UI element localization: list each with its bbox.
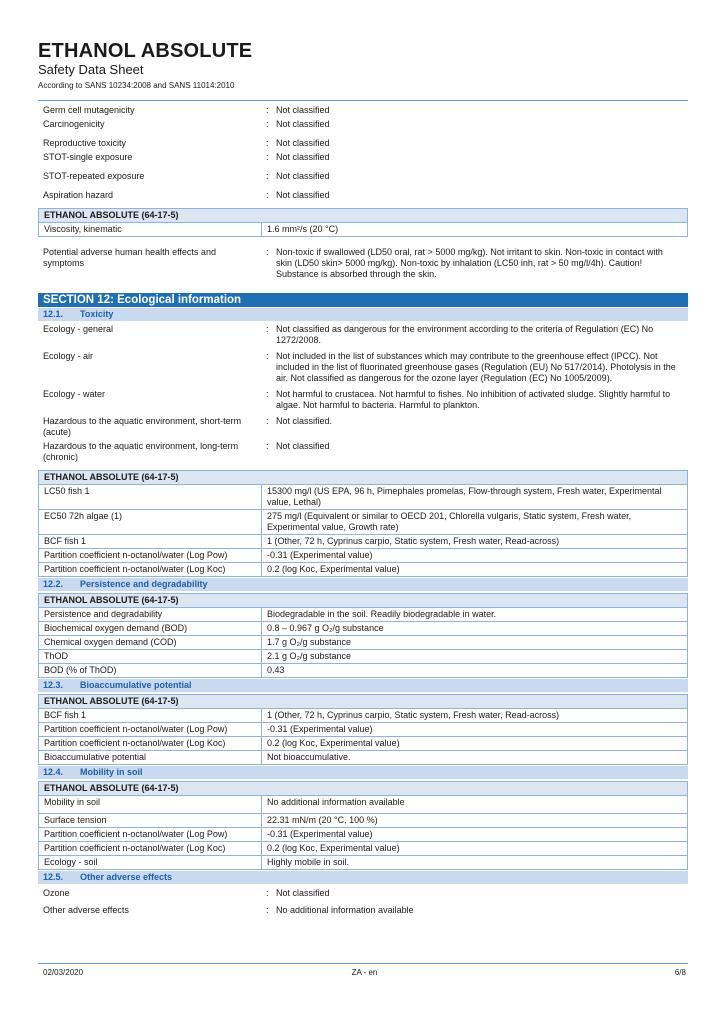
table-header: ETHANOL ABSOLUTE (64-17-5) <box>39 471 688 485</box>
cell-label: Partition coefficient n-octanol/water (Log Pow) <box>39 723 262 737</box>
cell-label: BCF fish 1 <box>39 709 262 723</box>
table-row <box>39 608 688 622</box>
row-label: Ecology - air <box>43 351 94 361</box>
cell-label: Viscosity, kinematic <box>39 223 262 237</box>
viscosity-table <box>38 208 688 237</box>
subsection-number: 12.5. <box>43 872 64 882</box>
cell-label: Persistence and degradability <box>39 608 262 622</box>
row-value: Not harmful to crustacea. Not harmful to fishes. No inhibition of activated sludge. Slightly harmful to algae. Not harmful to bacteria. Harmful to plankton. <box>276 389 671 410</box>
cell-label: BOD (% of ThOD) <box>39 664 262 678</box>
document-subtitle: Safety Data Sheet <box>38 62 144 77</box>
row-value: Not classified <box>276 105 330 115</box>
header-divider <box>38 100 688 101</box>
row-value: Not included in the list of substances which may contribute to the greenhouse effect (IPCC). Not included in the list of fluorinated greenhouse gases (Regulation (EU) No 517/2014). Photolysis in the air. Not classified as dangerous for the ozone layer (Regulation (EC) No 1005/2009). <box>276 351 676 383</box>
cell-value: 0.2 (log Koc, Experimental value) <box>262 563 688 577</box>
cell-label: Partition coefficient n-octanol/water (Log Pow) <box>39 549 262 563</box>
row-label: STOT-single exposure <box>43 152 133 162</box>
row-label: Hazardous to the aquatic environment, short-term (acute) <box>43 416 242 437</box>
table-row <box>39 664 688 678</box>
health-effects-row: Potential adverse human health effects and symptoms : Non-toxic if swallowed (LD50 oral, rat > 5000 mg/kg). Not irritant to skin. Non-toxic in contact with skin (LD50 skin> 5000 mg/kg). Non-toxic by inhalation (LC50 inh, rat > 50 mg/l/4h). Caution! Substance is absorbed through the skin. <box>38 246 688 282</box>
cell-value: 0.43 <box>262 664 688 678</box>
row-value: Not classified <box>276 441 330 451</box>
kv-row: STOT-single exposure : Not classified <box>38 151 688 165</box>
row-value: Non-toxic if swallowed (LD50 oral, rat > 5000 mg/kg). Not irritant to skin. Non-toxic in contact with skin (LD50 skin> 5000 mg/kg). Non-toxic by inhalation (LC50 inh, rat > 50 mg/l/4h). Caution! Substance is absorbed through the skin. <box>276 247 663 279</box>
footer-date: 02/03/2020 <box>43 968 84 977</box>
table-header: ETHANOL ABSOLUTE (64-17-5) <box>39 594 688 608</box>
row-value: No additional information available <box>276 905 414 915</box>
page-footer <box>38 963 688 977</box>
cell-value: 0.2 (log Koc, Experimental value) <box>262 842 688 856</box>
cell-value: 0.8 – 0.967 g O₂/g substance <box>262 622 688 636</box>
subsection-number: 12.3. <box>43 680 64 690</box>
row-label: Ozone <box>43 888 70 898</box>
table-row <box>39 709 688 723</box>
table-row <box>39 796 688 814</box>
subsection-toxicity-heading <box>38 308 688 321</box>
kv-row: Germ cell mutagenicity : Not classified <box>38 104 688 118</box>
cell-value: 22.31 mN/m (20 °C, 100 %) <box>262 814 688 828</box>
table-row <box>39 814 688 828</box>
subsection-persistence-heading <box>38 578 688 591</box>
table-row <box>39 622 688 636</box>
cell-label: Partition coefficient n-octanol/water (Log Koc) <box>39 737 262 751</box>
cell-value: 15300 mg/l (US EPA, 96 h, Pimephales promelas, Flow-through system, Fresh water, Experimental value, Lethal) <box>262 485 688 510</box>
cell-value: 1.7 g O₂/g substance <box>262 636 688 650</box>
kv-row: Ecology - air : Not included in the list of substances which may contribute to the greenhouse effect (IPCC). Not included in the list of fluorinated greenhouse gases (Regulation (EU) No 517/2014). Photolysis in the air. Not classified as dangerous for the ozone layer (Regulation (EC) No 1005/2009). <box>38 350 688 386</box>
row-label: STOT-repeated exposure <box>43 171 145 181</box>
row-label: Potential adverse human health effects and symptoms <box>43 247 216 268</box>
table-row <box>39 223 688 237</box>
cell-label: Partition coefficient n-octanol/water (Log Pow) <box>39 828 262 842</box>
row-value: Not classified as dangerous for the environment according to the criteria of Regulation (EC) No 1272/2008. <box>276 324 654 345</box>
footer-locale: ZA - en <box>351 968 378 977</box>
kv-row: Hazardous to the aquatic environment, short-term (acute) : Not classified. <box>38 415 688 440</box>
cell-value: 1 (Other, 72 h, Cyprinus carpio, Static system, Fresh water, Read-across) <box>262 535 688 549</box>
row-value: Not classified <box>276 171 330 181</box>
kv-row: Ecology - general : Not classified as dangerous for the environment according to the criteria of Regulation (EC) No 1272/2008. <box>38 323 688 348</box>
cell-label: EC50 72h algae (1) <box>39 510 262 535</box>
mobility-table <box>38 781 688 870</box>
row-value: Not classified <box>276 888 330 898</box>
toxicity-table <box>38 470 688 577</box>
row-label: Carcinogenicity <box>43 119 105 129</box>
cell-value: No additional information available <box>262 796 688 814</box>
cell-label: Surface tension <box>39 814 262 828</box>
cell-value: Not bioaccumulative. <box>262 751 688 765</box>
table-row <box>39 563 688 577</box>
subsection-number: 12.1. <box>43 309 64 319</box>
kv-row: Carcinogenicity : Not classified <box>38 118 688 132</box>
cell-label: ThOD <box>39 650 262 664</box>
cell-value: Biodegradable in the soil. Readily biodegradable in water. <box>262 608 688 622</box>
persistence-table <box>38 593 688 678</box>
cell-label: Partition coefficient n-octanol/water (Log Koc) <box>39 842 262 856</box>
kv-row: Ecology - water : Not harmful to crustacea. Not harmful to fishes. No inhibition of activated sludge. Slightly harmful to algae. Not harmful to bacteria. Harmful to plankton. <box>38 388 688 413</box>
table-row <box>39 650 688 664</box>
row-value: Not classified. <box>276 416 333 426</box>
subsection-bioaccumulative-heading <box>38 679 688 692</box>
row-value: Not classified <box>276 138 330 148</box>
subsection-title: Bioaccumulative potential <box>80 680 192 690</box>
row-label: Aspiration hazard <box>43 190 114 200</box>
table-row <box>39 535 688 549</box>
kv-row: STOT-repeated exposure : Not classified <box>38 170 688 184</box>
kv-row: Other adverse effects : No additional information available <box>38 904 688 918</box>
subsection-mobility-heading <box>38 766 688 779</box>
table-row <box>39 636 688 650</box>
table-row <box>39 723 688 737</box>
cell-value: 1 (Other, 72 h, Cyprinus carpio, Static system, Fresh water, Read-across) <box>262 709 688 723</box>
cell-value: -0.31 (Experimental value) <box>262 828 688 842</box>
document-header <box>38 40 688 92</box>
document-title: ETHANOL ABSOLUTE <box>38 40 253 62</box>
row-value: Not classified <box>276 119 330 129</box>
section-12-heading: SECTION 12: Ecological information <box>38 293 688 307</box>
cell-value: 2.1 g O₂/g substance <box>262 650 688 664</box>
table-header: ETHANOL ABSOLUTE (64-17-5) <box>39 695 688 709</box>
cell-value: -0.31 (Experimental value) <box>262 723 688 737</box>
kv-row: Reproductive toxicity : Not classified <box>38 137 688 151</box>
kv-row: Hazardous to the aquatic environment, long-term (chronic) : Not classified <box>38 440 688 465</box>
table-row <box>39 549 688 563</box>
regulation-reference: According to SANS 10234:2008 and SANS 11014:2010 <box>38 81 235 90</box>
kv-row: Ozone : Not classified <box>38 887 688 901</box>
row-value: Not classified <box>276 190 330 200</box>
subsection-number: 12.2. <box>43 579 64 589</box>
cell-label: LC50 fish 1 <box>39 485 262 510</box>
row-label: Hazardous to the aquatic environment, long-term (chronic) <box>43 441 239 462</box>
row-value: Not classified <box>276 152 330 162</box>
cell-value: Highly mobile in soil. <box>262 856 688 870</box>
subsection-title: Toxicity <box>80 309 114 319</box>
subsection-number: 12.4. <box>43 767 64 777</box>
table-row <box>39 842 688 856</box>
table-row <box>39 737 688 751</box>
cell-label: Partition coefficient n-octanol/water (Log Koc) <box>39 563 262 577</box>
cell-value: 275 mg/l (Equivalent or similar to OECD 201, Chlorella vulgaris, Static system, Fresh water, Experimental value, Growth rate) <box>262 510 688 535</box>
cell-value: -0.31 (Experimental value) <box>262 549 688 563</box>
row-label: Other adverse effects <box>43 905 129 915</box>
table-row <box>39 751 688 765</box>
table-row <box>39 856 688 870</box>
row-label: Ecology - water <box>43 389 106 399</box>
table-header: ETHANOL ABSOLUTE (64-17-5) <box>39 782 688 796</box>
cell-label: Chemical oxygen demand (COD) <box>39 636 262 650</box>
table-row <box>39 485 688 510</box>
row-label: Reproductive toxicity <box>43 138 127 148</box>
cell-label: Ecology - soil <box>39 856 262 870</box>
subsection-title: Persistence and degradability <box>80 579 208 589</box>
subsection-other-effects-heading <box>38 871 688 884</box>
cell-label: BCF fish 1 <box>39 535 262 549</box>
cell-label: Biochemical oxygen demand (BOD) <box>39 622 262 636</box>
subsection-title: Mobility in soil <box>80 767 143 777</box>
row-label: Germ cell mutagenicity <box>43 105 135 115</box>
cell-value: 1.6 mm²/s (20 °C) <box>262 223 688 237</box>
kv-row: Aspiration hazard : Not classified <box>38 189 688 203</box>
cell-label: Mobility in soil <box>39 796 262 814</box>
table-header: ETHANOL ABSOLUTE (64-17-5) <box>39 209 688 223</box>
row-label: Ecology - general <box>43 324 114 334</box>
page-number: 6/8 <box>674 968 686 977</box>
table-row <box>39 828 688 842</box>
table-row <box>39 510 688 535</box>
cell-value: 0.2 (log Koc, Experimental value) <box>262 737 688 751</box>
document-body <box>38 103 688 918</box>
subsection-title: Other adverse effects <box>80 872 173 882</box>
bioaccumulative-table <box>38 694 688 765</box>
cell-label: Bioaccumulative potential <box>39 751 262 765</box>
